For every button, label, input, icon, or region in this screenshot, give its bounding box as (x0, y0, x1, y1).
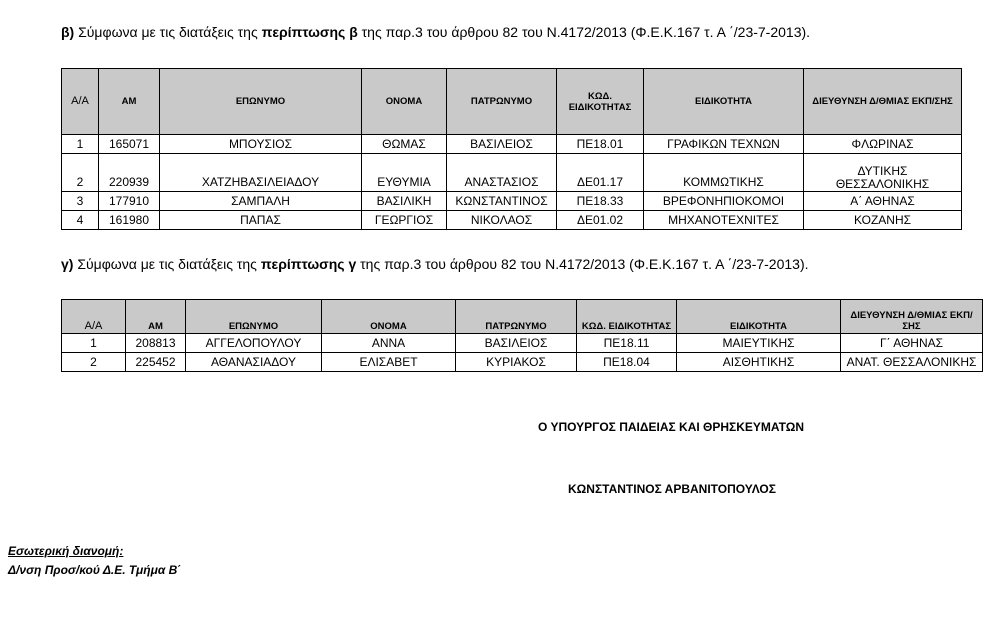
table-cell: 2 (62, 154, 99, 192)
table-cell: 1 (62, 135, 99, 154)
header-cell: Α/Α (62, 300, 126, 334)
header-cell: ΕΠΩΝΥΜΟ (186, 300, 322, 334)
table-cell: ΓΕΩΡΓΙΟΣ (362, 211, 447, 230)
table-cell: 4 (62, 211, 99, 230)
table-row (62, 192, 962, 211)
table-cell: ΑΝΑΣΤΑΣΙΟΣ (447, 154, 557, 192)
header-cell: ΚΩΔ. ΕΙΔΙΚΟΤΗΤΑΣ (577, 300, 677, 334)
table-header-row (62, 300, 983, 334)
table-cell: ΠΕ18.33 (557, 192, 644, 211)
section-b-label: β) (61, 24, 75, 40)
header-cell: ΚΩΔ. ΕΙΔΙΚΟΤΗΤΑΣ (557, 69, 644, 135)
table-cell: 177910 (99, 192, 160, 211)
table-cell: ΑΙΣΘΗΤΙΚΗΣ (677, 353, 841, 372)
table-cell: ΚΟΖΑΝΗΣ (804, 211, 962, 230)
signature-name: ΚΩΝΣΤΑΝΤΙΝΟΣ ΑΡΒΑΝΙΤΟΠΟΥΛΟΣ (568, 482, 776, 496)
section-c-table (61, 299, 983, 372)
table-cell: ΠΑΠΑΣ (160, 211, 362, 230)
table-cell: ΠΕ18.01 (557, 135, 644, 154)
header-cell: ΔΙΕΥΘΥΝΣΗ Δ/ΘΜΙΑΣ ΕΚΠ/ΣΗΣ (841, 300, 983, 334)
table-cell: 1 (62, 334, 126, 353)
header-cell: ΟΝΟΜΑ (362, 69, 447, 135)
table-cell: ΜΠΟΥΣΙΟΣ (160, 135, 362, 154)
table-cell: ΠΕ18.04 (577, 353, 677, 372)
table-cell: 220939 (99, 154, 160, 192)
table-cell: ΒΑΣΙΛΙΚΗ (362, 192, 447, 211)
table-cell: ΑΝΑΤ. ΘΕΣΣΑΛΟΝΙΚΗΣ (841, 353, 983, 372)
section-b-case: περίπτωσης β (261, 24, 358, 40)
table-cell: 165071 (99, 135, 160, 154)
table-cell: Α΄ ΑΘΗΝΑΣ (804, 192, 962, 211)
header-cell: ΠΑΤΡΩΝΥΜΟ (456, 300, 577, 334)
header-cell: ΕΙΔΙΚΟΤΗΤΑ (677, 300, 841, 334)
header-cell: ΟΝΟΜΑ (322, 300, 456, 334)
table-cell: ΜΑΙΕΥΤΙΚΗΣ (677, 334, 841, 353)
header-cell: ΑΜ (99, 69, 160, 135)
table-cell: ΚΥΡΙΑΚΟΣ (456, 353, 577, 372)
section-c-paragraph: γ) Σύμφωνα με τις διατάξεις της περίπτωσης γ της παρ.3 του άρθρου 82 του Ν.4172/2013 (Φ.Ε.Κ.167 τ. Α ΄/23-7-2013). (61, 256, 809, 272)
table-cell: ΒΑΣΙΛΕΙΟΣ (456, 334, 577, 353)
table-cell: ΕΥΘΥΜΙΑ (362, 154, 447, 192)
table-cell: ΑΘΑΝΑΣΙΑΔΟΥ (186, 353, 322, 372)
section-b-table (61, 68, 962, 230)
table-cell: ΑΝΝΑ (322, 334, 456, 353)
section-c-label: γ) (61, 256, 74, 272)
table-cell: ΚΟΜΜΩΤΙΚΗΣ (644, 154, 804, 192)
table-row (62, 211, 962, 230)
table-cell: ΒΑΣΙΛΕΙΟΣ (447, 135, 557, 154)
table-row (62, 154, 962, 192)
table-cell: ΔΕ01.17 (557, 154, 644, 192)
table-cell: ΔΥΤΙΚΗΣ ΘΕΣΣΑΛΟΝΙΚΗΣ (804, 154, 962, 192)
header-cell: ΕΙΔΙΚΟΤΗΤΑ (644, 69, 804, 135)
table-cell: ΓΡΑΦΙΚΩΝ ΤΕΧΝΩΝ (644, 135, 804, 154)
table-cell: ΠΕ18.11 (577, 334, 677, 353)
table-cell: ΒΡΕΦΟΝΗΠΙΟΚΟΜΟΙ (644, 192, 804, 211)
signature-title: Ο ΥΠΟΥΡΓΟΣ ΠΑΙΔΕΙΑΣ ΚΑΙ ΘΡΗΣΚΕΥΜΑΤΩΝ (538, 420, 804, 434)
table-cell: ΑΓΓΕΛΟΠΟΥΛΟΥ (186, 334, 322, 353)
table-header-row (62, 69, 962, 135)
table-cell: 208813 (126, 334, 186, 353)
table-cell: ΘΩΜΑΣ (362, 135, 447, 154)
section-b-paragraph: β) Σύμφωνα με τις διατάξεις της περίπτωσης β της παρ.3 του άρθρου 82 του Ν.4172/2013 (Φ.Ε.Κ.167 τ. Α ΄/23-7-2013). (61, 24, 811, 40)
internal-distribution-recipient: Δ/νση Προσ/κού Δ.Ε. Τμήμα Β΄ (8, 563, 182, 577)
internal-distribution-heading: Εσωτερική διανομή: (8, 544, 124, 558)
table-cell: 225452 (126, 353, 186, 372)
header-cell: ΠΑΤΡΩΝΥΜΟ (447, 69, 557, 135)
table-row (62, 334, 983, 353)
table-row (62, 353, 983, 372)
table-cell: ΦΛΩΡΙΝΑΣ (804, 135, 962, 154)
table-cell: ΣΑΜΠΑΛΗ (160, 192, 362, 211)
table-cell: ΚΩΝΣΤΑΝΤΙΝΟΣ (447, 192, 557, 211)
table-cell: ΝΙΚΟΛΑΟΣ (447, 211, 557, 230)
header-cell: ΑΜ (126, 300, 186, 334)
table-cell: 3 (62, 192, 99, 211)
table-cell: 161980 (99, 211, 160, 230)
table-cell: ΜΗΧΑΝΟΤΕΧΝΙΤΕΣ (644, 211, 804, 230)
table-cell: 2 (62, 353, 126, 372)
header-cell: ΔΙΕΥΘΥΝΣΗ Δ/ΘΜΙΑΣ ΕΚΠ/ΣΗΣ (804, 69, 962, 135)
table-cell: ΧΑΤΖΗΒΑΣΙΛΕΙΑΔΟΥ (160, 154, 362, 192)
table-cell: ΕΛΙΣΑΒΕΤ (322, 353, 456, 372)
header-cell: Α/Α (62, 69, 99, 135)
header-cell: ΕΠΩΝΥΜΟ (160, 69, 362, 135)
table-cell: ΔΕ01.02 (557, 211, 644, 230)
section-c-case: περίπτωσης γ (260, 256, 357, 272)
table-cell: Γ΄ ΑΘΗΝΑΣ (841, 334, 983, 353)
table-row (62, 135, 962, 154)
